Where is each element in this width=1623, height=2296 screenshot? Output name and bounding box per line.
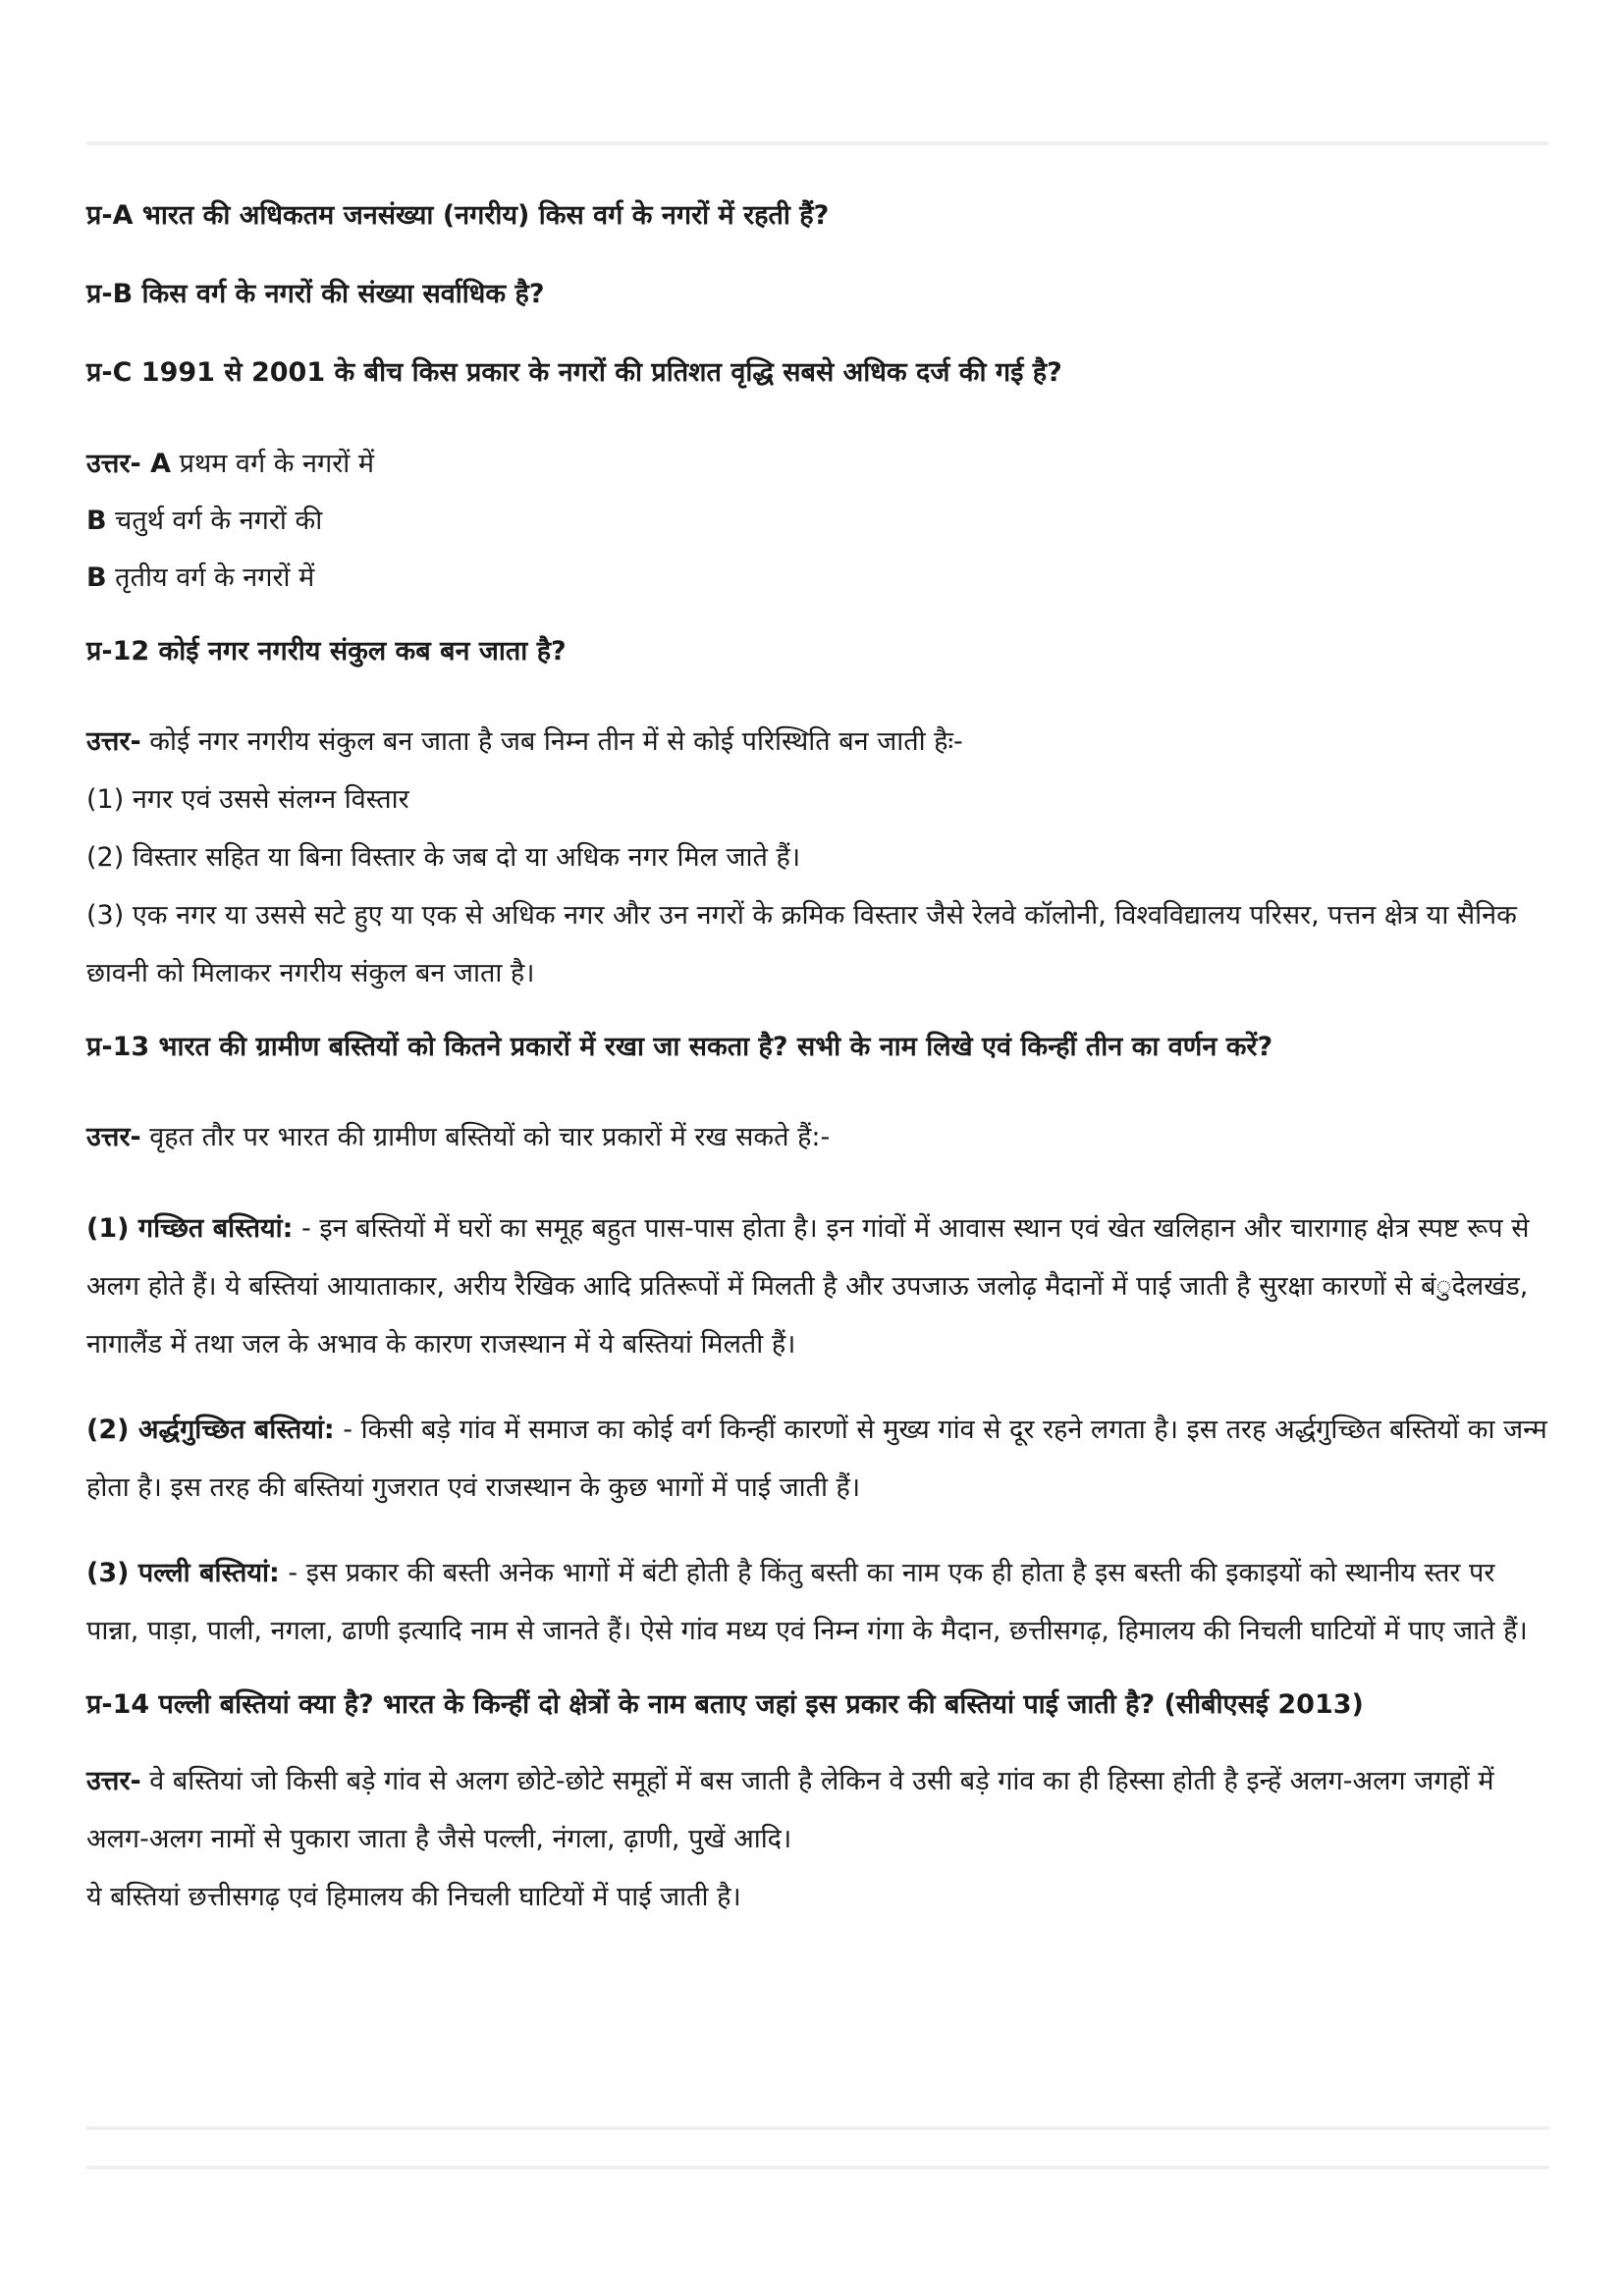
type-heading: (1) गच्छित बस्तियां: (86, 1213, 294, 1244)
answer-12-point-2: (2) विस्तार सहित या बिना विस्तार के जब दो या अधिक नगर मिल जाते हैं। (86, 842, 801, 873)
answer-label: उत्तर- A (86, 449, 171, 479)
type-heading: (3) पल्ली बस्तियां: (86, 1558, 280, 1588)
answer-13-type-3: (3) पल्ली बस्तियां: - इस प्रकार की बस्ती अनेक भागों में बंटी होती है किंतु बस्ती का नाम एक ही होता है इस बस्ती की इकाइयों को स्थानीय स्तर पर पान्ना, पाड़ा, पाली, नगला, ढाणी इत्यादि नाम से जानते हैं। ऐसे गांव मध्य एवं निम्न गंगा के मैदान, छत्तीसगढ़, हिमालय की निचली घाटियों में पाए जाते हैं। (86, 1558, 1528, 1646)
answer-abc (86, 436, 1549, 607)
bottom-divider (86, 2126, 1549, 2130)
top-divider (86, 141, 1549, 145)
page-content (86, 196, 1549, 1955)
answer-14-text: उत्तर- वे बस्तियां जो किसी बड़े गांव से अलग छोटे-छोटे समूहों में बस जाती है लेकिन वे उसी बड़े गांव का ही हिस्सा होती है इन्हें अलग-अलग जगहों में अलग-अलग नामों से पुकारा जाता है जैसे पल्ली, नंगला, ढ़ाणी, पुखें आदि। (86, 1766, 1494, 1854)
answer-13-type-2: (2) अर्द्धगुच्छित बस्तियां: - किसी बड़े गांव में समाज का कोई वर्ग किन्हीं कारणों से मुख्य गांव से दूर रहने लगता है। इस तरह अर्द्धगुच्छित बस्तियों का जन्म होता है। इस तरह की बस्तियां गुजरात एवं राजस्थान के कुछ भागों में पाई जाती हैं। (86, 1415, 1547, 1503)
question-13: प्र-13 भारत की ग्रामीण बस्तियों को कितने प्रकारों में रखा जा सकता है? सभी के नाम लिखे एवं किन्हीं तीन का वर्णन करें? (86, 1032, 1273, 1062)
answer-14 (86, 1752, 1549, 1926)
answer-12-point-1: (1) नगर एवं उससे संलग्न विस्तार (86, 784, 409, 815)
question-12: प्र-12 कोई नगर नगरीय संकुल कब बन जाता है? (86, 636, 567, 667)
footer-divider (86, 2165, 1549, 2169)
answer-abc-line-2: B चतुर्थ वर्ग के नगरों की (86, 506, 323, 536)
question-a: प्र-A भारत की अधिकतम जनसंख्या (नगरीय) किस वर्ग के नगरों में रहती हैं? (86, 200, 830, 231)
question-14: प्र-14 पल्ली बस्तियां क्या है? भारत के किन्हीं दो क्षेत्रों के नाम बताए जहां इस प्रकार की बस्तियां पाई जाती है? (सीबीएसई 2013) (86, 1689, 1364, 1720)
answer-abc-line-1: उत्तर- A प्रथम वर्ग के नगरों में (86, 449, 374, 479)
question-b: प्र-B किस वर्ग के नगरों की संख्या सर्वाधिक है? (86, 279, 545, 309)
answer-12-intro: उत्तर- कोई नगर नगरीय संकुल बन जाता है जब निम्न तीन में से कोई परिस्थिति बन जाती हैः- (86, 726, 963, 757)
answer-label: उत्तर- (86, 1122, 141, 1152)
answer-label: उत्तर- (86, 1766, 141, 1796)
answer-14-text-2: ये बस्तियां छत्तीसगढ़ एवं हिमालय की निचली घाटियों में पाई जाती है। (86, 1882, 741, 1912)
question-c: प्र-C 1991 से 2001 के बीच किस प्रकार के नगरों की प्रतिशत वृद्धि सबसे अधिक दर्ज की गई है? (86, 357, 1062, 388)
answer-13-type-1: (1) गच्छित बस्तियां: - इन बस्तियों में घरों का समूह बहुत पास-पास होता है। इन गांवों में आवास स्थान एवं खेत खलिहान और चारागाह क्षेत्र स्पष्ट रूप से अलग होते हैं। ये बस्तियां आयाताकार, अरीय रैखिक आदि प्रतिरूपों में मिलती है और उपजाऊ जलोढ़ मैदानों में पाई जाती है सुरक्षा कारणों से बंुदेलखंड, नागालैंड में तथा जल के अभाव के कारण राजस्थान में ये बस्तियां मिलती हैं। (86, 1213, 1530, 1360)
answer-label: उत्तर- (86, 726, 141, 757)
answer-12 (86, 713, 1549, 1002)
answer-13-intro: उत्तर- वृहत तौर पर भारत की ग्रामीण बस्तियों को चार प्रकारों में रख सकते हैं:- (86, 1122, 831, 1152)
answer-12-point-3: (3) एक नगर या उससे सटे हुए या एक से अधिक नगर और उन नगरों के क्रमिक विस्तार जैसे रेलवे कॉलोनी, विश्वविद्यालय परिसर, पत्तन क्षेत्र या सैनिक छावनी को मिलाकर नगरीय संकुल बन जाता है। (86, 900, 1517, 988)
answer-abc-line-3: B तृतीय वर्ग के नगरों में (86, 562, 315, 593)
type-heading: (2) अर्द्धगुच्छित बस्तियां: (86, 1415, 335, 1445)
